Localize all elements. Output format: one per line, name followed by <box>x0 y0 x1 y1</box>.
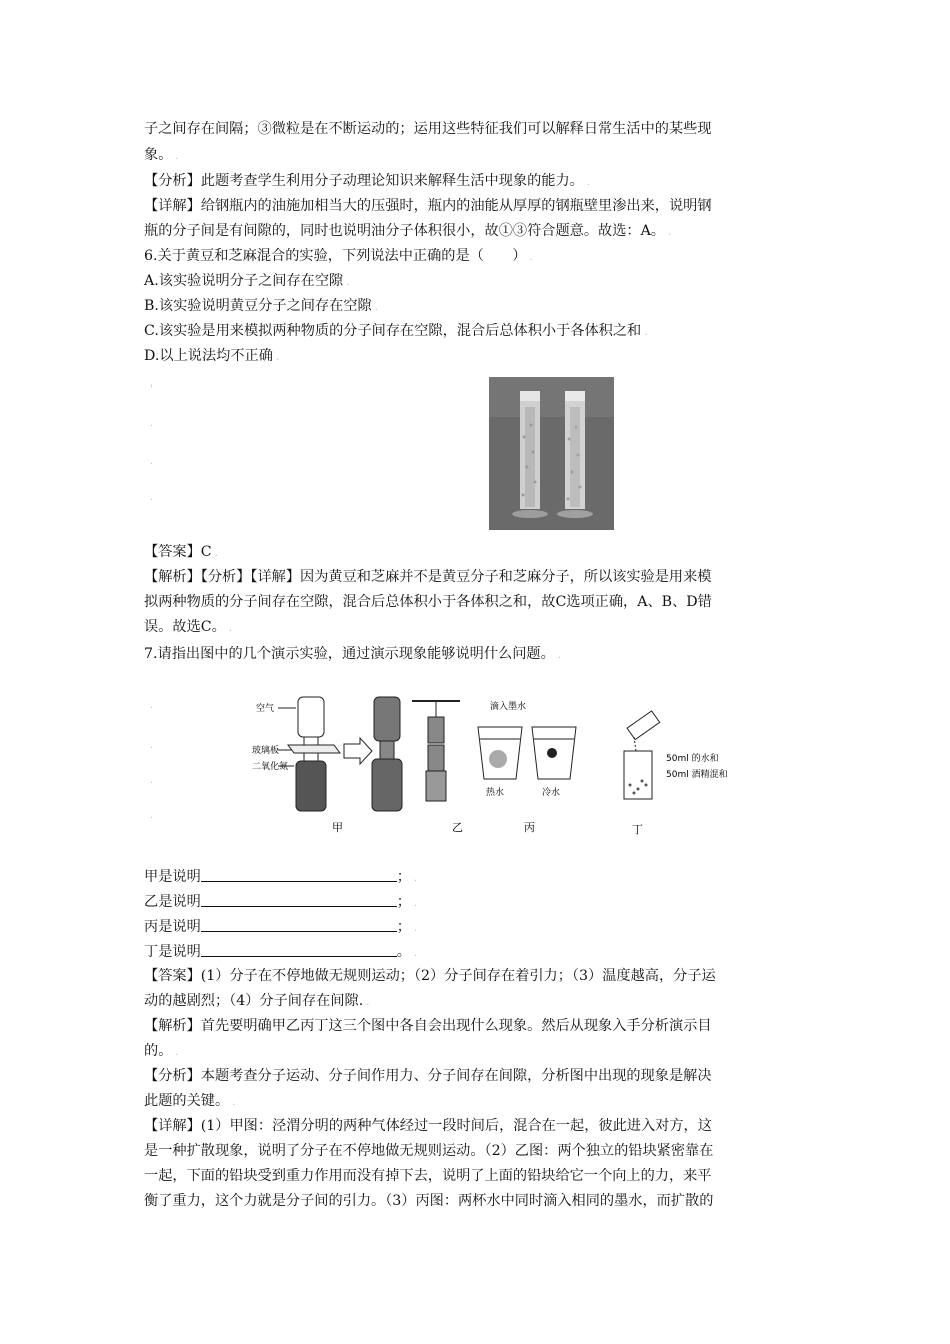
detail-7: 一起，下面的铅块受到重力作用而没有掉下去，说明了上面的铅块给它一个向上的力，来平 <box>144 1168 712 1184</box>
option-c: C.该实验是用来模拟两种物质的分子间存在空隙，混合后总体积小于各体积之和 . <box>144 323 648 339</box>
label-gas: 二氧化氮 <box>252 762 289 772</box>
answer-6: 【答案】C . <box>144 544 218 560</box>
explanation-6: 【解析】【分析】【详解】因为黄豆和芝麻并不是黄豆分子和芝麻分子，所以该实验是用来模 <box>144 569 712 585</box>
detail-line: 【详解】给钢瓶内的油施加相当大的压强时，瓶内的油能从厚厚的钢瓶壁里渗出来，说明钢 <box>144 198 712 214</box>
answer-blank[interactable] <box>201 941 397 957</box>
blank-line-ding: 丁是说明 。 . <box>144 941 417 964</box>
label-bing: 丙 <box>524 821 535 834</box>
question-7: 7.请指出图中的几个演示实验，通过演示现象能够说明什么问题。 . <box>144 646 561 662</box>
analysis-line: 【分析】此题考查学生利用分子动理论知识来解释生活中现象的能力。 . <box>144 173 591 189</box>
blank-line-jia: 甲是说明 ； . <box>144 866 417 889</box>
explanation-7: 的。 . <box>144 1043 179 1059</box>
answer-7: 【答案】(1）分子在不停地做无规则运动；（2）分子间存在着引力；（3）温度越高，分子运 <box>144 968 716 984</box>
answer-7: 动的越剧烈；（4）分子间存在间隙. . <box>144 993 370 1009</box>
label-yi: 乙 <box>452 821 463 834</box>
option-b: B.该实验说明黄豆分子之间存在空隙 . <box>144 298 378 314</box>
explanation-6: 拟两种物质的分子间存在空隙，混合后总体积小于各体积之和，故C选项正确，A、B、D错 <box>144 594 712 610</box>
explanation-7: 【解析】首先要明确甲乙丙丁这三个图中各自会出现什么现象。然后从现象入手分析演示目 <box>144 1018 712 1034</box>
explanation-6: 误。故选C。 . <box>144 619 232 635</box>
text-line: 子之间存在间隔；③微粒是在不断运动的；运用这些特征我们可以解释日常生活中的某些现 <box>144 121 712 137</box>
detail-7: 是一种扩散现象，说明了分子在不停地做无规则运动。（2）乙图：两个独立的铅块紧密靠在 <box>144 1143 714 1159</box>
detail-7: 衡了重力，这个力就是分子间的引力。（3）丙图：两杯水中同时滴入相同的墨水，而扩散的 <box>144 1193 714 1209</box>
detail-line: 瓶的分子间是有间隙的，同时也说明油分子体积很小，故①③符合题意。故选：A。 . <box>144 223 672 239</box>
blank-line-yi: 乙是说明 ； . <box>144 891 417 914</box>
label-mix2: 50ml 酒精混和 <box>666 770 728 780</box>
answer-blank[interactable] <box>201 891 397 907</box>
option-d: D.以上说法均不正确 . <box>144 348 280 364</box>
text-line: 象。 . <box>144 147 179 163</box>
option-a: A.该实验说明分子之间存在空隙 . <box>144 273 350 289</box>
question-6: 6.关于黄豆和芝麻混合的实验，下列说法中正确的是（ ） . <box>144 248 533 264</box>
blank-line-bing: 丙是说明 ； . <box>144 916 417 939</box>
label-hot: 热水 <box>486 788 505 798</box>
experiment-figure <box>252 689 768 839</box>
label-air: 空气 <box>256 704 275 714</box>
analysis-7: 【分析】本题考查分子运动、分子间作用力、分子间存在间隙，分析图中出现的现象是解决 <box>144 1068 712 1084</box>
detail-7: 【详解】(1）甲图：泾渭分明的两种气体经过一段时间后，混合在一起，彼此进入对方，这 <box>144 1118 712 1134</box>
label-ink: 滴入墨水 <box>490 702 527 712</box>
soy-sesame-photo <box>489 377 614 530</box>
label-cold: 冷水 <box>542 788 561 798</box>
analysis-7: 此题的关键。 . <box>144 1093 236 1109</box>
label-mix1: 50ml 的水和 <box>666 754 719 764</box>
answer-blank[interactable] <box>201 916 397 932</box>
label-jia: 甲 <box>332 821 343 834</box>
label-plate: 玻璃板 <box>252 746 280 756</box>
answer-blank[interactable] <box>201 866 397 882</box>
document-page: 子之间存在间隔；③微粒是在不断运动的；运用这些特征我们可以解释日常生活中的某些现 象。 . 【分析】此题考查学生利用分子动理论知识来解释生活中现象的能力。 . 【详解】给钢瓶内的油施加相当大的压强时，瓶内的油能从厚厚的钢瓶壁里渗出来，说明钢 瓶的分子间是有间隙的，同时也说明油分子体积很小，故①③符合题意。故选：A。 . 6.关于黄豆和芝麻混合的实验，下列说法中正确的是（ ） . A.该实验说明分子之间存在空隙 . B.该实验说明黄豆分子之间存在空隙 . C.该实验是用来模拟两种物质的分子间存在空隙，混合后总体积小于各体积之和 . D.以上说法均不正确 . ' . . . 【答案】C . 【解析】【分析】【详解】因为黄豆和芝麻并不是黄豆分子和芝麻分子，所以该实验是用来模 拟两种物质的分子间存在空隙，混合后总体积小于各体积之和，故C选项正确，A、B、D错 误。故选C。 . 7.请指出图中的几个演示实验，通过演示现象能够说明什么问题。 . . . . . 空气 玻璃板 二氧化氮 甲 乙 滴入墨水 热水 冷水 丙 50ml 的水和 50ml 酒精混和 丁 甲是说明 ； . 乙是说明 ； . 丙是说明 ； . 丁是说明 。 . 【答案】(1）分子在不停地做无规则运动；（2）分子间存在着引力；（3）温度越高，分子运 动的越剧烈；（4）分子间存在间隙. . 【解析】首先要明确甲乙丙丁这三个图中各自会出现什么现象。然后从现象入手分析演示目 的。 . 【分析】本题考查分子运动、分子间作用力、分子间存在间隙，分析图中出现的现象是解决 此题的关键。 . 【详解】(1）甲图：泾渭分明的两种气体经过一段时间后，混合在一起，彼此进入对方，这 是一种扩散现象，说明了分子在不停地做无规则运动。（2）乙图：两个独立的铅块紧密靠在 一起，下面的铅块受到重力作用而没有掉下去，说明了上面的铅块给它一个向上的力，来平 衡了重力，这个力就是分子间的引力。（3）丙图：两杯水中同时滴入相同的墨水，而扩散的 <box>0 0 950 1344</box>
label-ding: 丁 <box>632 823 643 836</box>
